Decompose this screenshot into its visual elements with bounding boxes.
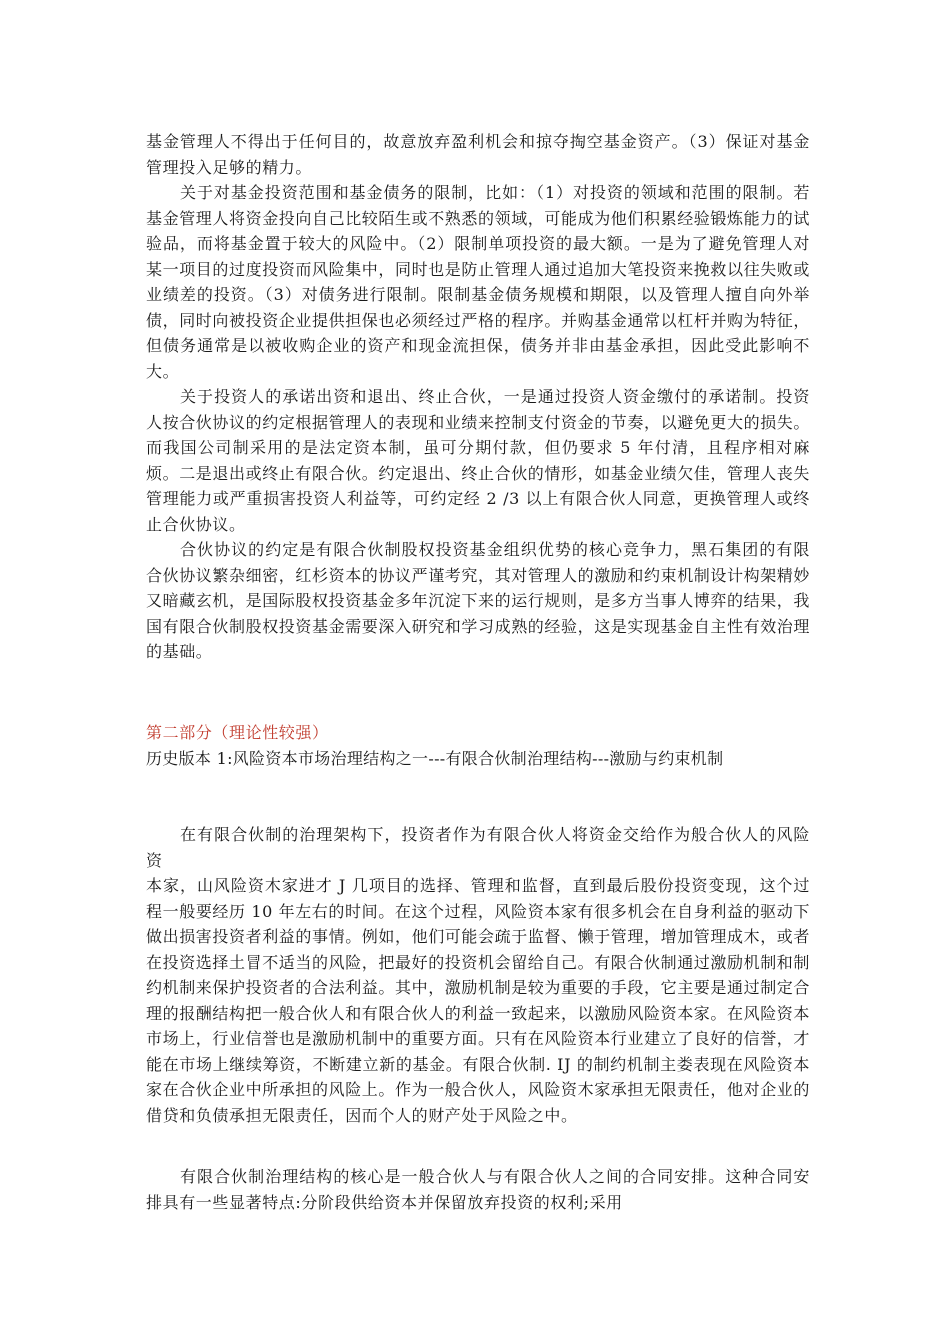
paragraph: 关于投资人的承诺出资和退出、终止合伙，一是通过投资人资金缴付的承诺制。投资人按合伙协议的约定根据管理人的表现和业绩来控制支付资金的节奏，以避免更大的损失。而我国公司制采用的是法定资本制，虽可分期付款，但仍要求 5 年付清，且程序相对麻烦。二是退出或终止有限合伙。约定退出、终止合伙的情形，如基金业绩欠佳，管理人丧失管理能力或严重损害投资人利益等，可约定经 2 /3 以上有限合伙人同意，更换管理人或终止合伙协议。 [146,387,811,534]
paragraph: 本家，山风险资木家进才 J 几项目的选择、管理和监督，直到最后股份投资变现，这个过程一般要经历 10 年左右的时间。在这个过程，风险资本家有很多机会在自身利益的驱动下做出损害投资者利益的事情。例如，他们可能会疏于监督、懒于管理，增加管理成木，或者在投资选择土冒不适当的风险，把最好的投资机会留给自己。有限合伙制通过激励机制和制约机制来保护投资者的合法利益。其中，激励机制是较为重要的手段，它主要是通过制定合理的报酬结构把一般合伙人和有限合伙人的利益一致起来，以激励风险资本家。在风险资本市场上，行业信誉也是激励机制中的重要方面。只有在风险资本行业建立了良好的信誉，才能在市场上继续筹资，不断建立新的基金。有限合伙制. IJ 的制约机制主娄表现在风险资本家在合伙企业中所承担的风险上。作为一般合伙人，风险资木家承担无限责任，他对企业的借贷和负债承担无限责任，因而个人的财产处于风险之中。 [146,876,811,1125]
paragraph: 在有限合伙制的治理架构下，投资者作为有限合伙人将资金交给作为般合伙人的风险资 [146,825,810,870]
paragraph: 合伙协议的约定是有限合伙制股权投资基金组织优势的核心竞争力，黑石集团的有限合伙协议繁杂细密，红杉资本的协议严谨考究，其对管理人的激励和约束机制设计构架精妙又暗藏玄机，是国际股权投资基金多年沉淀下来的运行规则，是多方当事人博弈的结果，我国有限合伙制股权投资基金需要深入研究和学习成熟的经验，这是实现基金自主性有效治理的基础。 [146,540,811,661]
paragraph: 有限合伙制治理结构的核心是一般合伙人与有限合伙人之间的合同安排。这种合同安排具有一些显著特点:分阶段供给资本并保留放弃投资的权利;采用 [146,1167,810,1212]
section-heading: 第二部分（理论性较强） [146,723,329,742]
paragraph: 关于对基金投资范围和基金债务的限制，比如：（1）对投资的领域和范围的限制。若基金管理人将资金投向自己比较陌生或不熟悉的领域，可能成为他们积累经验锻炼能力的试验品，而将基金置于较大的风险中。（2）限制单项投资的最大额。一是为了避免管理人对某一项目的过度投资而风险集中，同时也是防止管理人通过追加大笔投资来挽救以往失败或业绩差的投资。（3）对债务进行限制。限制基金债务规模和期限，以及管理人擅自向外举债，同时向被投资企业提供担保也必须经过严格的程序。并购基金通常以杠杆并购为特征，但债务通常是以被收购企业的资产和现金流担保，债务并非由基金承担，因此受此影响不大。 [146,183,811,381]
section-title: 历史版本 1:风险资本市场治理结构之一---有限合伙制治理结构---激励与约束机制 [146,749,724,768]
paragraph: 基金管理人不得出于任何目的，故意放弃盈利机会和掠夺掏空基金资产。（3）保证对基金管理投入足够的精力。 [146,132,810,177]
part1-section [146,129,810,665]
